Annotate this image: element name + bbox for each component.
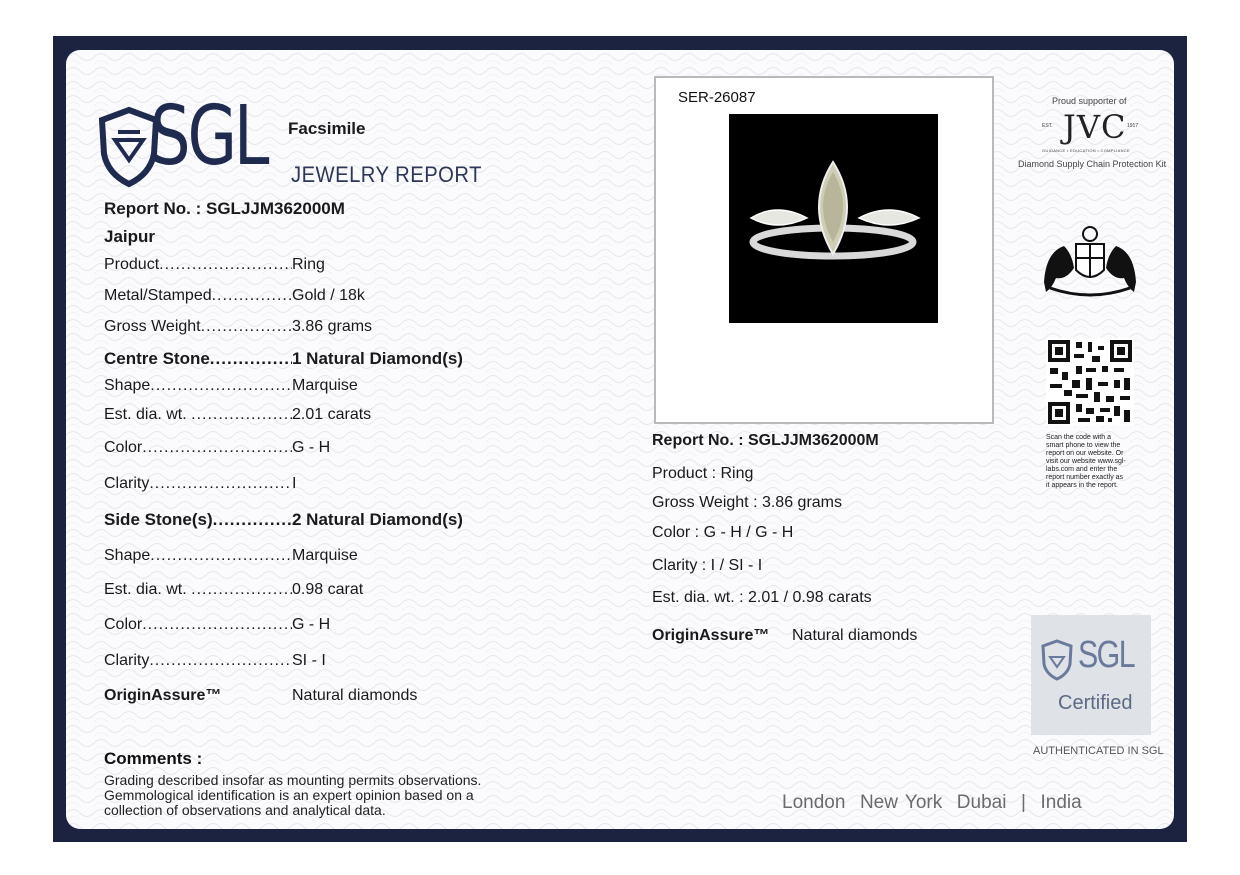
comments-heading: Comments : [104, 749, 203, 768]
ring-image [729, 114, 938, 323]
office-cities: London New York Dubai | India [782, 792, 1082, 813]
origin-label-left: OriginAssure™ [104, 687, 222, 704]
qr-code[interactable] [1046, 338, 1134, 426]
jvc-supporter-text: Proud supporter of [1052, 96, 1127, 106]
comments-text: Grading described insofar as mounting permits observations. Gemmological identification is an expert opinion based on a collection of observations and analytical data. [104, 772, 482, 818]
centre-shape: Shape ..... Marquise [104, 377, 358, 395]
origin-value-left: Natural diamonds [292, 687, 418, 704]
jvc-logo-text: JVC [1063, 108, 1127, 146]
centre-clarity: Clarity ..... I [104, 475, 296, 493]
row-product: Product ..... Ring [104, 256, 325, 274]
location: Jaipur [104, 227, 156, 246]
summary-color: Color : G - H / G - H [652, 524, 794, 541]
side-shape: Shape ..... Marquise [104, 547, 358, 565]
certified-logo-text: SGL [1078, 634, 1135, 676]
certified-shield-icon [1040, 638, 1074, 682]
summary-gross-weight: Gross Weight : 3.86 grams [652, 494, 842, 511]
ring-photo [729, 114, 938, 323]
report-type-title: JEWELRY REPORT [291, 162, 482, 187]
centre-weight: Est. dia. wt. ..... 2.01 carats [104, 406, 371, 424]
summary-clarity: Clarity : I / SI - I [652, 557, 763, 574]
summary-product: Product : Ring [652, 465, 754, 482]
jvc-kit-text: Diamond Supply Chain Protection Kit [1018, 159, 1167, 169]
authenticated-label: AUTHENTICATED IN SGL [1033, 745, 1164, 757]
centre-color: Color ..... G - H [104, 439, 330, 457]
summary-report-number: Report No. : SGLJJM362000M [652, 432, 879, 449]
side-stone-heading: Side Stone(s) ..... 2 Natural Diamond(s) [104, 510, 463, 530]
row-gross-weight: Gross Weight ..... 3.86 grams [104, 318, 372, 336]
row-metal: Metal/Stamped ..... Gold / 18k [104, 287, 365, 305]
jvc-est: EST. [1042, 123, 1053, 129]
summary-est-weight: Est. dia. wt. : 2.01 / 0.98 carats [652, 589, 872, 606]
side-clarity: Clarity ..... SI - I [104, 652, 326, 670]
certified-label: Certified [1058, 692, 1133, 714]
qr-instructions: Scan the code with a smart phone to view the report on our website. Or visit our website www.sgl-labs.com and enter the report number exactly as it appears in the report. [1046, 434, 1126, 489]
sgl-logo-text: SGL [150, 89, 267, 184]
coat-of-arms-icon [1036, 222, 1144, 300]
report-number: Report No. : SGLJJM362000M [104, 199, 345, 218]
side-weight: Est. dia. wt. ..... 0.98 carat [104, 581, 363, 599]
origin-label-right: OriginAssure™ [652, 627, 770, 644]
side-color: Color ..... G - H [104, 616, 330, 634]
jvc-tagline: GUIDANCE • EDUCATION • COMPLIANCE [1042, 148, 1130, 153]
jvc-year: 1917 [1127, 123, 1139, 129]
facsimile-label: Facsimile [288, 119, 366, 138]
ser-number: SER-26087 [678, 89, 756, 106]
origin-value-right: Natural diamonds [792, 627, 918, 644]
centre-stone-heading: Centre Stone ..... 1 Natural Diamond(s) [104, 349, 463, 369]
